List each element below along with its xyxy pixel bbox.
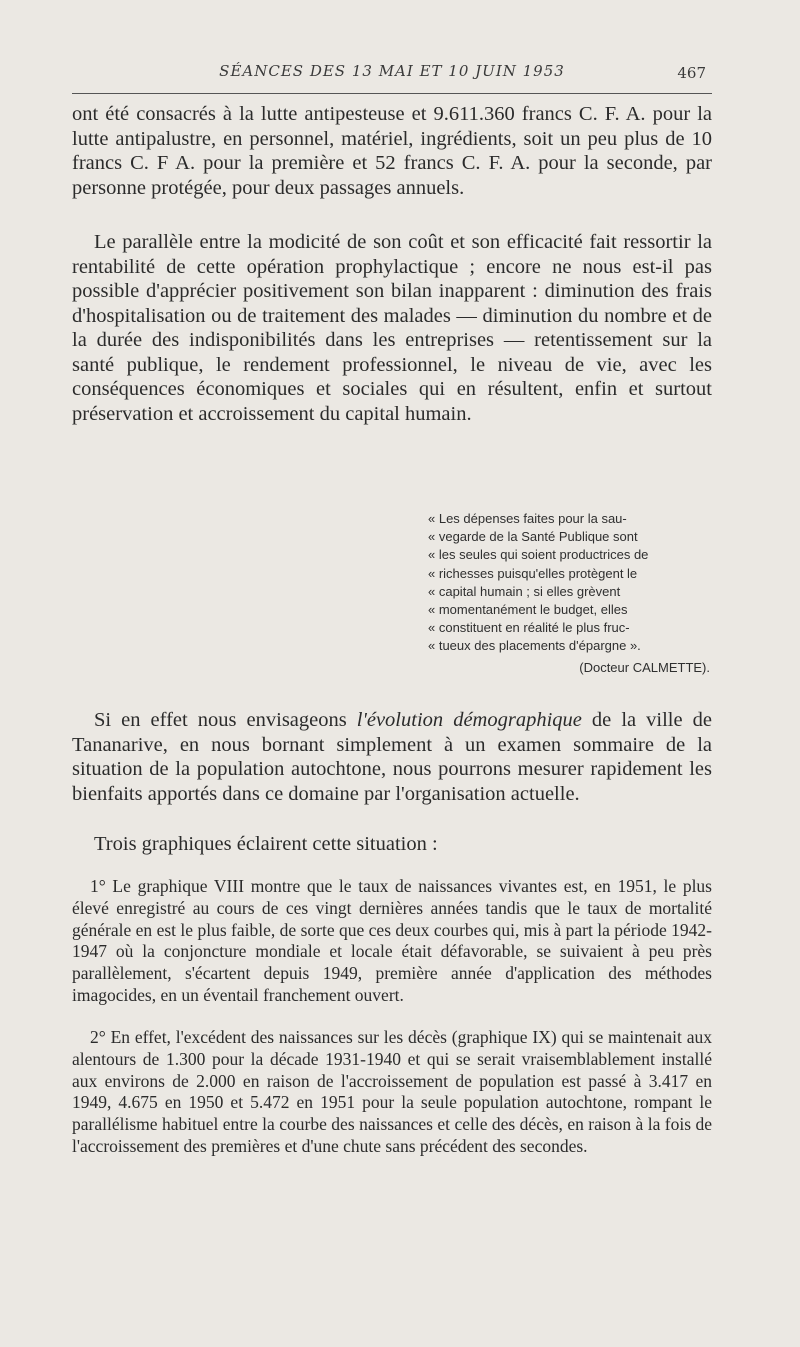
paragraph-graph-viii: 1° Le graphique VIII montre que le taux de naissances vivantes est, en 1951, le plus élevé enregistré au cours de ces vingt dernières années tandis que le taux de mortalité générale en est le plus faible, de sorte que ces deux courbes qui, mis à part la période 1942-1947 où la conjoncture mondiale et locale était défavorable, se suivaient à peu près parallèlement, s'écartent depuis 1949, première année d'application des méthodes imagocides, en un éventail franchement ouvert.: [72, 876, 712, 1005]
quote-line: « capital humain ; si elles grèvent: [428, 583, 621, 599]
paragraph-3-end: de la ville de Tananarive, en nous bornant simplement à un examen sommaire de la situation de la population autochtone, nous pourrons mesurer rapidement les bienfaits apportés dans ce domaine par l'organisation actuelle.: [72, 709, 712, 805]
quote-line: « vegarde de la Santé Publique sont: [428, 529, 638, 545]
quote-line: « les seules qui soient productrices de: [428, 547, 649, 563]
paragraph-3: [72, 708, 712, 806]
quote-line: « richesses puisqu'elles protègent le: [428, 565, 638, 581]
paragraph-4: Trois graphiques éclairent cette situation :: [94, 833, 438, 855]
header-rule: [72, 93, 712, 94]
quote-attribution: (Docteur CALMETTE).: [579, 659, 710, 675]
quote-line: « momentanément le budget, elles: [428, 602, 628, 618]
header-title: SÉANCES DES 13 MAI ET 10 JUIN 1953: [219, 62, 565, 80]
page-number: 467: [677, 64, 706, 82]
paragraph-1: ont été consacrés à la lutte antipesteuse et 9.611.360 francs C. F. A. pour la lutte antipalustre, en personnel, matériel, ingrédients, soit un peu plus de 10 francs C. F A. pour la première et 52 francs C. F. A. pour la seconde, par personne protégée, pour deux passages annuels.: [72, 103, 712, 199]
running-header: [72, 62, 712, 90]
paragraph-3-emphasis: l'évolution démographique: [356, 709, 582, 731]
epigraph-quote: [428, 510, 710, 677]
quote-line: « tueux des placements d'épargne ».: [428, 638, 641, 654]
paragraph-3-start: Si en effet nous envisageons: [94, 709, 357, 731]
paragraph-2: Le parallèle entre la modicité de son coût et son efficacité fait ressortir la rentabilité de cette opération prophylactique ; encore ne nous est-il pas possible d'apprécier positivement son bilan inapparent : diminution des frais d'hospitalisation ou de traitement des malades — diminution du nombre et de la durée des indisponibilités dans les entreprises — retentissement sur la santé publique, le rendement professionnel, le niveau de vie, avec les conséquences économiques et sociales qui en résultent, enfin et surtout préservation et accroissement du capital humain.: [72, 231, 712, 425]
paragraph-graph-ix: 2° En effet, l'excédent des naissances sur les décès (graphique IX) qui se maintenait aux alentours de 1.300 pour la décade 1931-1940 et qui se serait vraisemblablement installé aux environs de 2.000 en raison de l'accroissement de population est passé à 3.417 en 1949, 4.675 en 1950 et 5.472 en 1951 pour la seule population autochtone, rompant le parallélisme habituel entre la courbe des naissances et celle des décès, en raison à la fois de l'accroissement des premières et d'une chute sans précédent des secondes.: [72, 1027, 712, 1156]
quote-line: « constituent en réalité le plus fruc-: [428, 620, 630, 636]
quote-line: « Les dépenses faites pour la sau-: [428, 511, 627, 526]
